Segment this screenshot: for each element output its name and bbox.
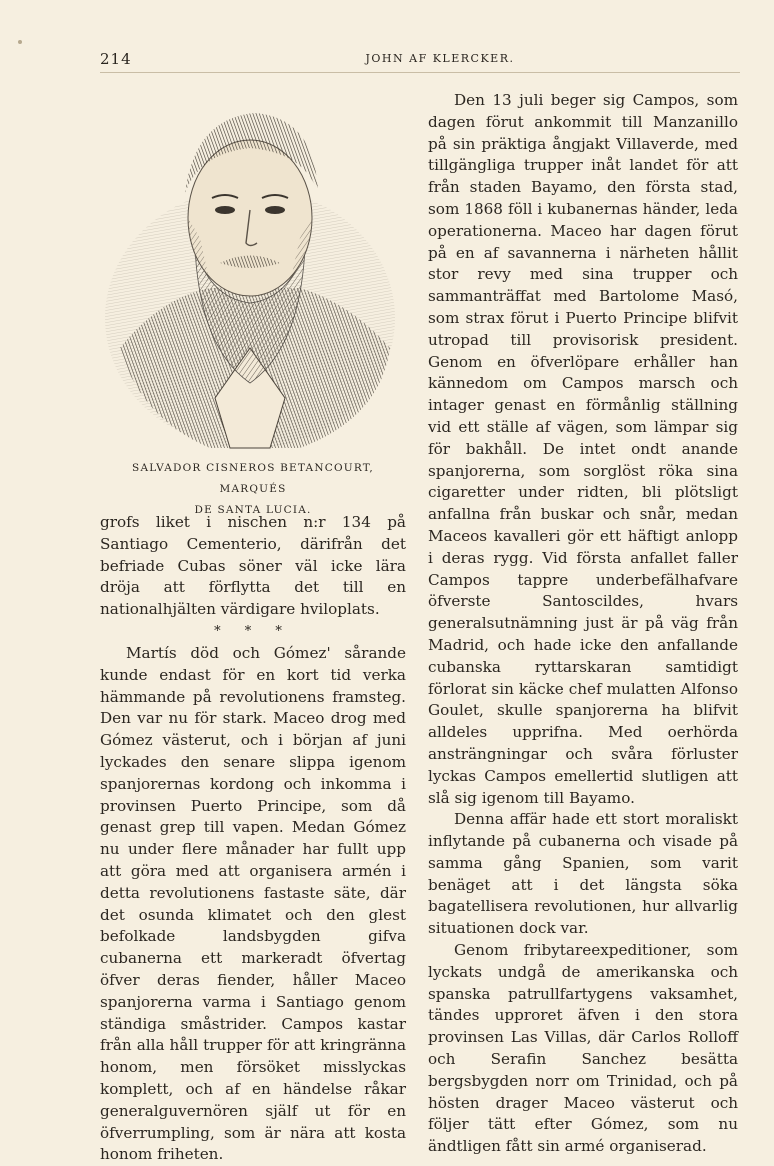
right-paragraph-1: Den 13 juli beger sig Campos, som dagen förut ankommit till Manzanillo på sin präktiga ångjakt Villaverde, med tillgängliga trupper inåt landet för att från staden Bayamo, den första stad, som 1868 föll i kubanernas händer, leda operationerna. Maceo har dagen förut på en af savannerna i närheten hållit stor revy med sina trupper och sammanträffat med Bartolome Masó, som strax förut i Puerto Principe blifvit utropad till provisorisk president. Genom en öfverlöpare erhåller han kännedom om Campos marsch och intager genast en förmånlig ställning vid ett ställe af vägen, som lämpar sig för bakhåll. De intet ondt anande spanjorerna, som sorglöst röka sina cigaretter under ridten, bli plötsligt anfallna från buskar och snår, medan Maceos kavalleri gör ett häftigt anlopp i deras rygg. Vid första anfallet faller Campos tappre underbefälhafvare öfverste Santoscildes, hvars generalsutnämning just är på väg från Madrid, och hade icke den anfallande cubanska ryttarskaran samtidigt förlorat sin käcke chef mulatten Alfonso Goulet, skulle spanjorerna ha blifvit alldeles upprifna. Med oerhörda ansträngningar och svåra förluster lyckas Campos emellertid slutligen att slå sig igenom till Bayamo. [428, 91, 738, 807]
left-paragraph-1: grofs liket i nischen n:r 134 på Santiago Cementerio, därifrån det befriade Cubas söner väl icke lära dröja att förflytta det till en nationalhjälten värdigare hviloplats. [100, 513, 406, 619]
right-eye [265, 206, 285, 214]
portrait-engraving [100, 98, 406, 450]
caption-line-2: DE SANTA LUCIA. [194, 504, 312, 516]
right-paragraph-2: Denna affär hade ett stort moraliskt inflytande på cubanerna och visade på samma gång Spanien, som varit benäget att i det längsta söka bagatellisera revolutionen, hur allvarlig situationen dock var. [428, 810, 738, 938]
right-column [428, 90, 738, 1158]
page-header [100, 50, 740, 74]
left-paragraph-2: Martís död och Gómez' sårande kunde endast för en kort tid verka hämmande på revolutionens framsteg. Den var nu för stark. Maceo drog med Gómez västerut, och i början af juni lyckades den senare slippa igenom spanjorernas kordong och inkomma i provinsen Puerto Principe, som då genast grep till vapen. Medan Gómez nu under flere månader har fullt upp att göra med att organisera armén i detta revolutionens fastaste säte, där det osunda klimatet och den glest befolkade landsbygden gifva cubanerna ett markeradt öfvertag öfver deras fiender, håller Maceo spanjorerna varma i Santiago genom ständiga småstrider. Campos kastar från alla håll trupper för att kringränna honom, men försöket misslyckas komplett, och af en händelse råkar generalguvernören själf ut för en öfverrumpling, som är nära att kosta honom friheten. [100, 643, 406, 1164]
left-column [100, 512, 406, 1166]
margin-mark [18, 40, 22, 44]
running-title: JOHN AF KLERCKER. [365, 52, 515, 65]
section-asterism: * * * [214, 623, 292, 639]
caption-line-1: SALVADOR CISNEROS BETANCOURT, MARQUÉS [132, 462, 374, 495]
header-rule [100, 72, 740, 73]
page-number: 214 [100, 50, 132, 68]
right-paragraph-3: Genom fribytareexpeditioner, som lyckats undgå de amerikanska och spanska patrullfartygens vaksamhet, tändes upproret äfven i den stora provinsen Las Villas, där Carlos Rolloff och Serafin Sanchez besätta bergsbygden norr om Trinidad, och på hösten drager Maceo västerut och följer tätt efter Gómez, som nu ändtligen fått sin armé organiserad. [428, 941, 738, 1156]
left-eye [215, 206, 235, 214]
portrait-figure [100, 98, 406, 450]
